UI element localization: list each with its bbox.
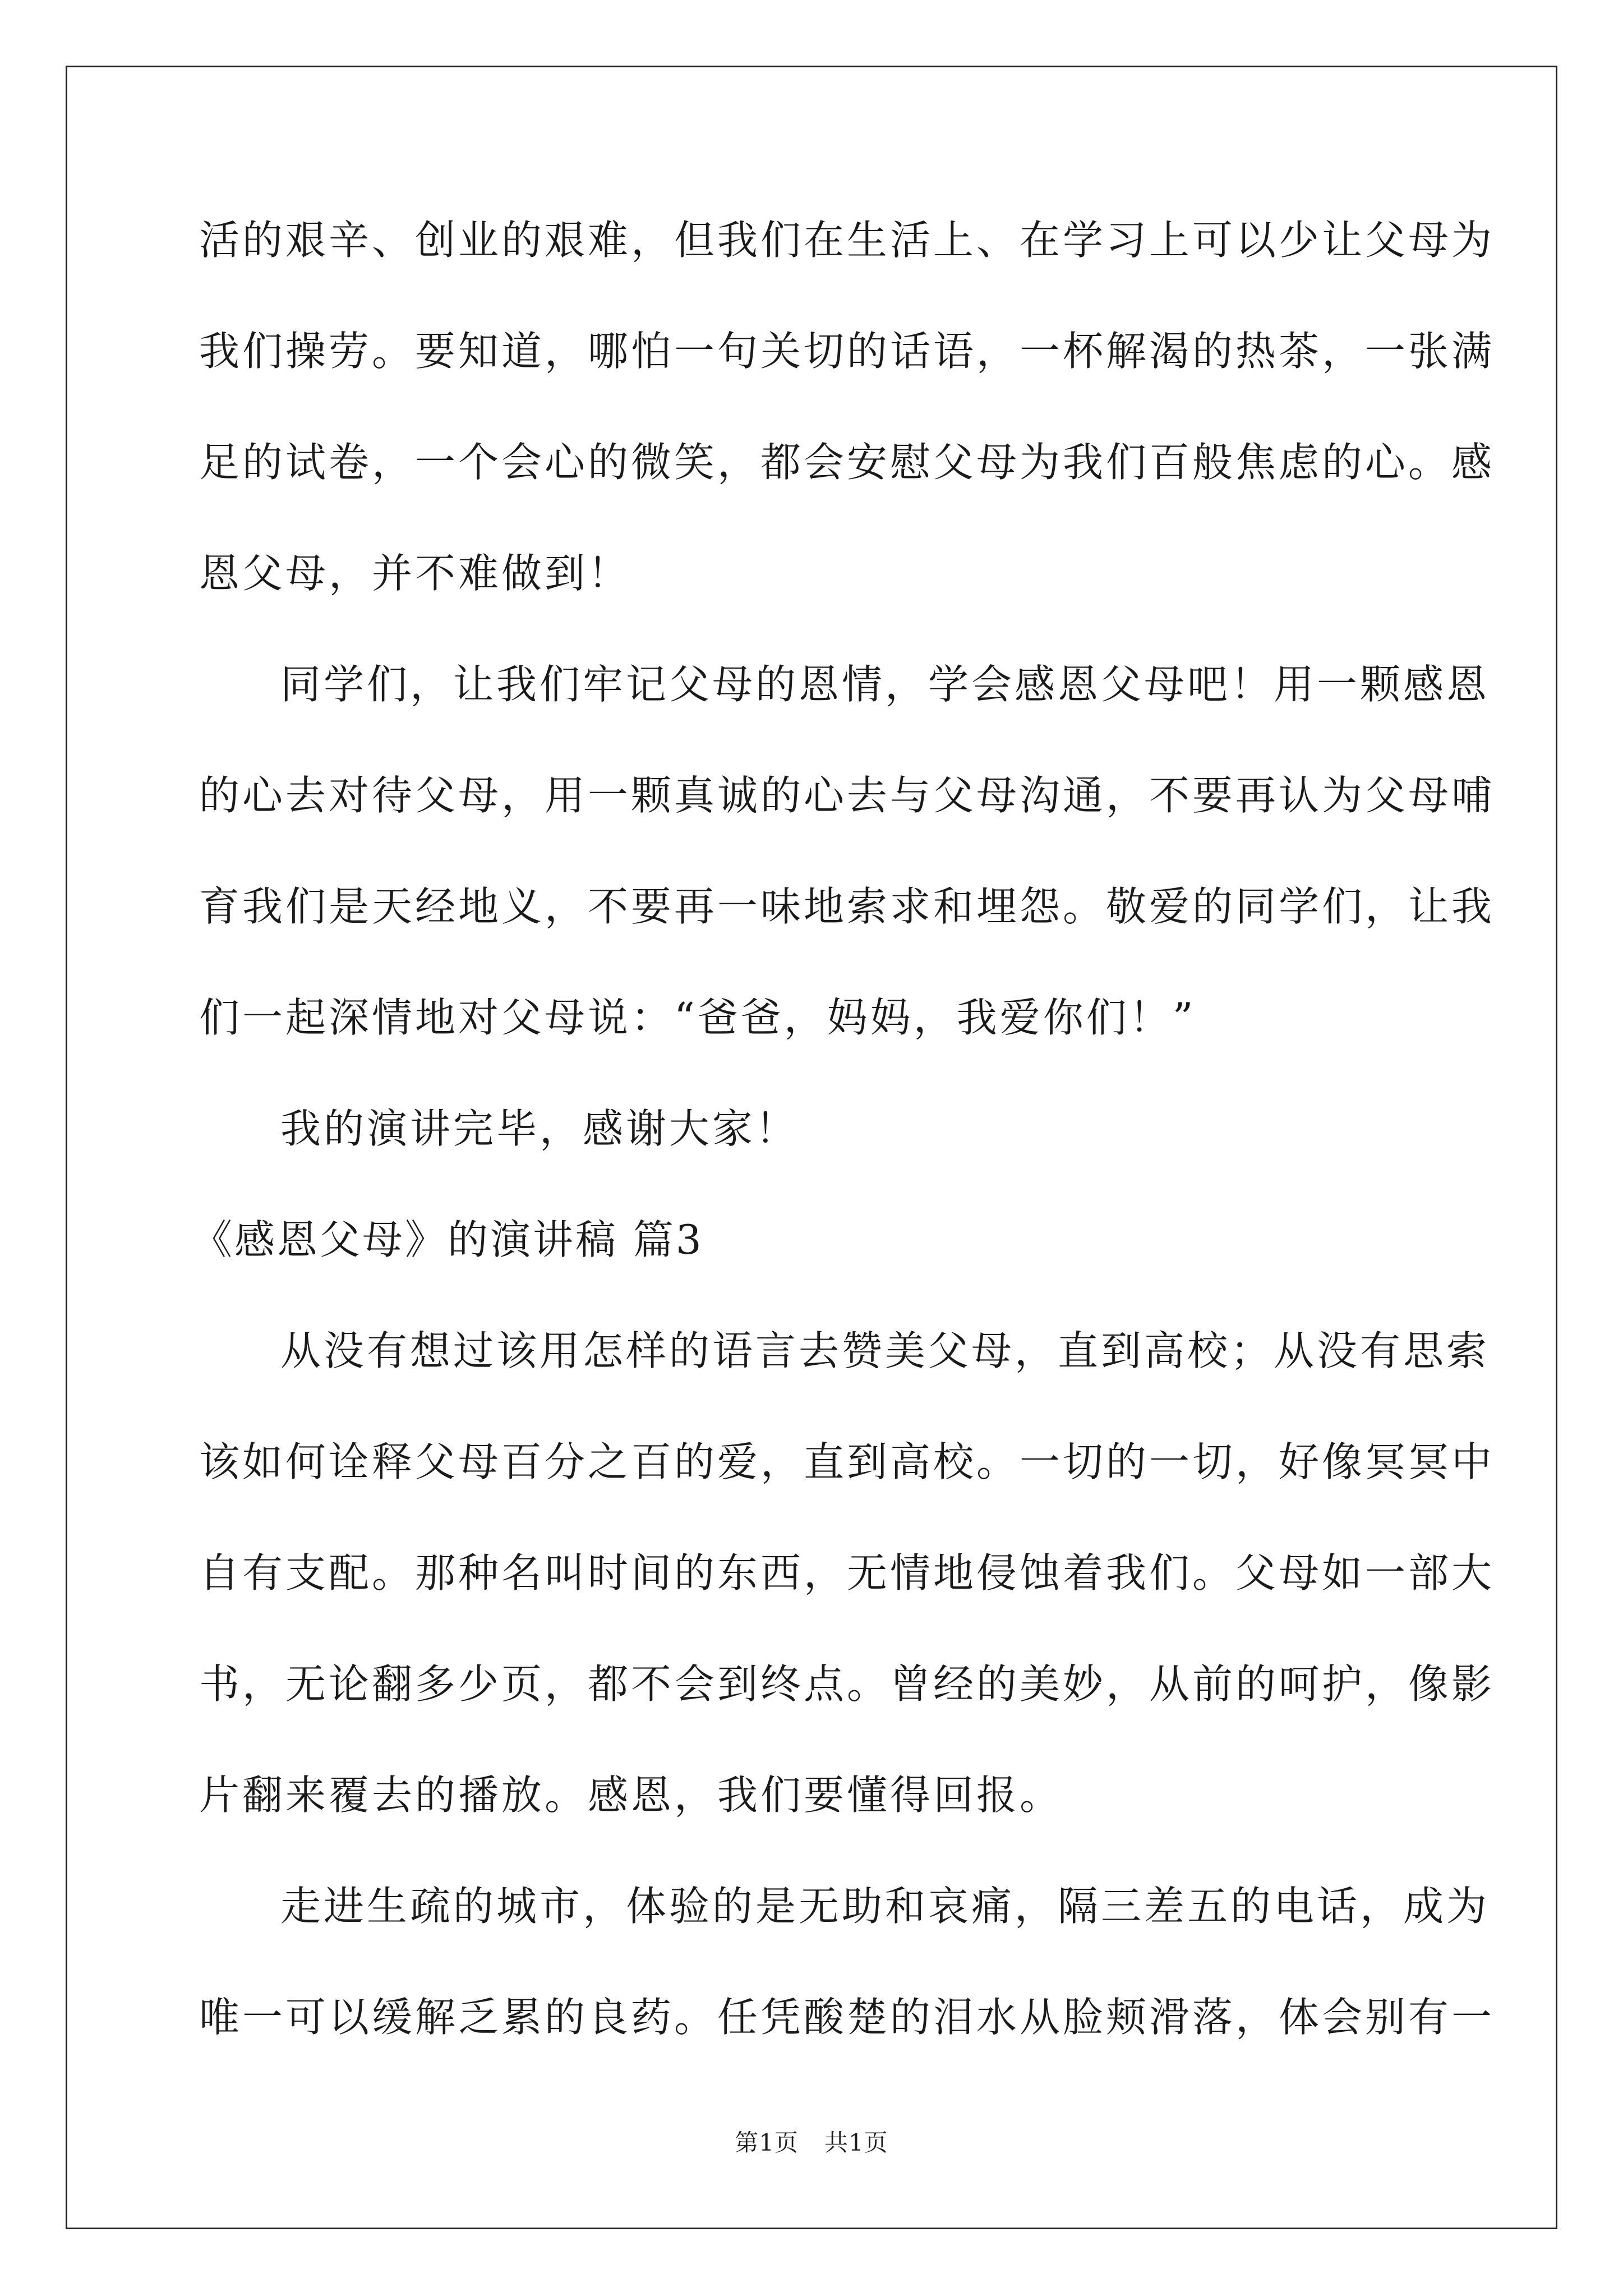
text-line: 片翻来覆去的播放。感恩，我们要懂得回报。 <box>199 1772 1063 1819</box>
page-number-current: 第1页 <box>735 2129 799 2156</box>
text-line: 书，无论翻多少页，都不会到终点。曾经的美妙，从前的呵护，像影 <box>199 1660 1495 1708</box>
paragraph-start-line: 从没有想过该用怎样的语言去赞美父母，直到高校；从没有思索 <box>280 1327 1490 1374</box>
text-line: 活的艰辛、创业的艰难，但我们在生活上、在学习上可以少让父母为 <box>199 217 1495 264</box>
text-line: 们一起深情地对父母说：“爸爸，妈妈，我爱你们！” <box>199 994 1196 1041</box>
text-line: 足的试卷，一个会心的微笑，都会安慰父母为我们百般焦虑的心。感 <box>199 439 1495 486</box>
paragraph-start-line: 同学们，让我们牢记父母的恩情，学会感恩父母吧！用一颗感恩 <box>280 661 1490 708</box>
text-line: 的心去对待父母，用一颗真诚的心去与父母沟通，不要再认为父母哺 <box>199 772 1495 819</box>
section-heading: 《感恩父母》的演讲稿 篇3 <box>192 1216 704 1263</box>
text-line: 恩父母，并不难做到！ <box>199 550 631 597</box>
page-footer <box>0 2126 1623 2160</box>
text-line: 育我们是天经地义，不要再一味地索求和埋怨。敬爱的同学们，让我 <box>199 883 1495 930</box>
document-body <box>192 212 1495 2100</box>
paragraph-start-line: 走进生疏的城市，体验的是无助和哀痛，隔三差五的电话，成为 <box>280 1883 1490 1930</box>
text-line: 我们操劳。要知道，哪怕一句关切的话语，一杯解渴的热茶，一张满 <box>199 328 1495 375</box>
text-line: 自有支配。那种名叫时间的东西，无情地侵蚀着我们。父母如一部大 <box>199 1549 1495 1596</box>
text-line: 该如何诠释父母百分之百的爱，直到高校。一切的一切，好像冥冥中 <box>199 1438 1495 1485</box>
text-line: 唯一可以缓解乏累的良药。任凭酸楚的泪水从脸颊滑落，体会别有一 <box>199 1994 1495 2041</box>
page-number-total: 共1页 <box>824 2129 888 2156</box>
paragraph-start-line: 我的演讲完毕，感谢大家！ <box>280 1105 799 1152</box>
